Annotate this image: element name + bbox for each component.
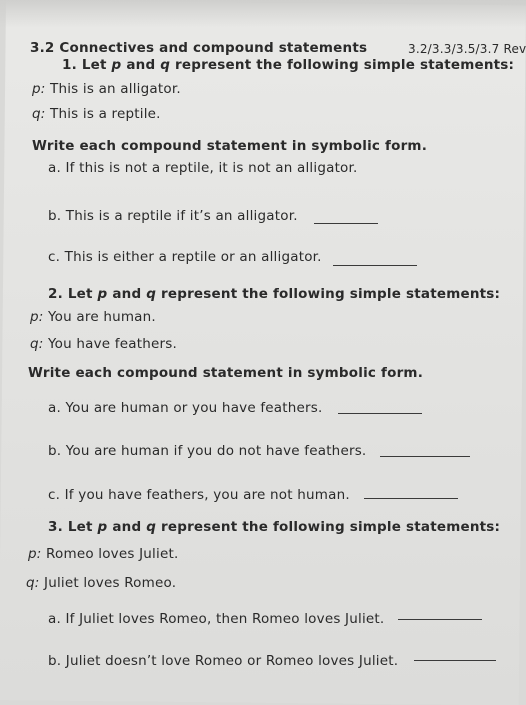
problem-3-p-statement: p: Romeo loves Juliet.: [28, 546, 179, 562]
problem-2-item-c: c. If you have feathers, you are not human.: [48, 487, 350, 503]
answer-blank-2c[interactable]: [364, 498, 458, 499]
answer-blank-1b[interactable]: [314, 223, 378, 224]
problem-2-instruction: Write each compound statement in symbolic form.: [28, 365, 424, 381]
page-title: 3.2 Connectives and compound statements: [30, 40, 368, 56]
problem-1-q-statement: q: This is a reptile.: [32, 106, 161, 122]
problem-1-item-a: a. If this is not a reptile, it is not an alligator.: [48, 160, 358, 176]
section-code: 3.2/3.3/3.5/3.7 Rev: [408, 42, 526, 56]
problem-2-intro: 2. Let p and q represent the following simple statements:: [48, 286, 501, 302]
problem-3-q-statement: q: Juliet loves Romeo.: [26, 575, 177, 591]
answer-blank-3a[interactable]: [398, 619, 482, 620]
problem-2-p-statement: p: You are human.: [30, 309, 156, 325]
answer-blank-2b[interactable]: [380, 456, 470, 457]
problem-1-item-b: b. This is a reptile if it’s an alligator.: [48, 208, 298, 224]
problem-1-p-statement: p: This is an alligator.: [32, 81, 181, 97]
problem-3-item-a: a. If Juliet loves Romeo, then Romeo loves Juliet.: [48, 611, 385, 627]
problem-2-q-statement: q: You have feathers.: [30, 336, 177, 352]
problem-2-item-a: a. You are human or you have feathers.: [48, 400, 323, 416]
problem-1-item-c: c. This is either a reptile or an alligator.: [48, 249, 322, 265]
problem-1-instruction: Write each compound statement in symbolic form.: [32, 138, 428, 154]
problem-1-intro: 1. Let p and q represent the following simple statements:: [62, 57, 515, 73]
answer-blank-1c[interactable]: [333, 265, 417, 266]
problem-3-item-b: b. Juliet doesn’t love Romeo or Romeo loves Juliet.: [48, 653, 399, 669]
problem-3-intro: 3. Let p and q represent the following simple statements:: [48, 519, 501, 535]
answer-blank-2a[interactable]: [338, 413, 422, 414]
page-shadow: [0, 0, 526, 28]
problem-2-item-b: b. You are human if you do not have feathers.: [48, 443, 367, 459]
answer-blank-3b[interactable]: [414, 660, 496, 661]
